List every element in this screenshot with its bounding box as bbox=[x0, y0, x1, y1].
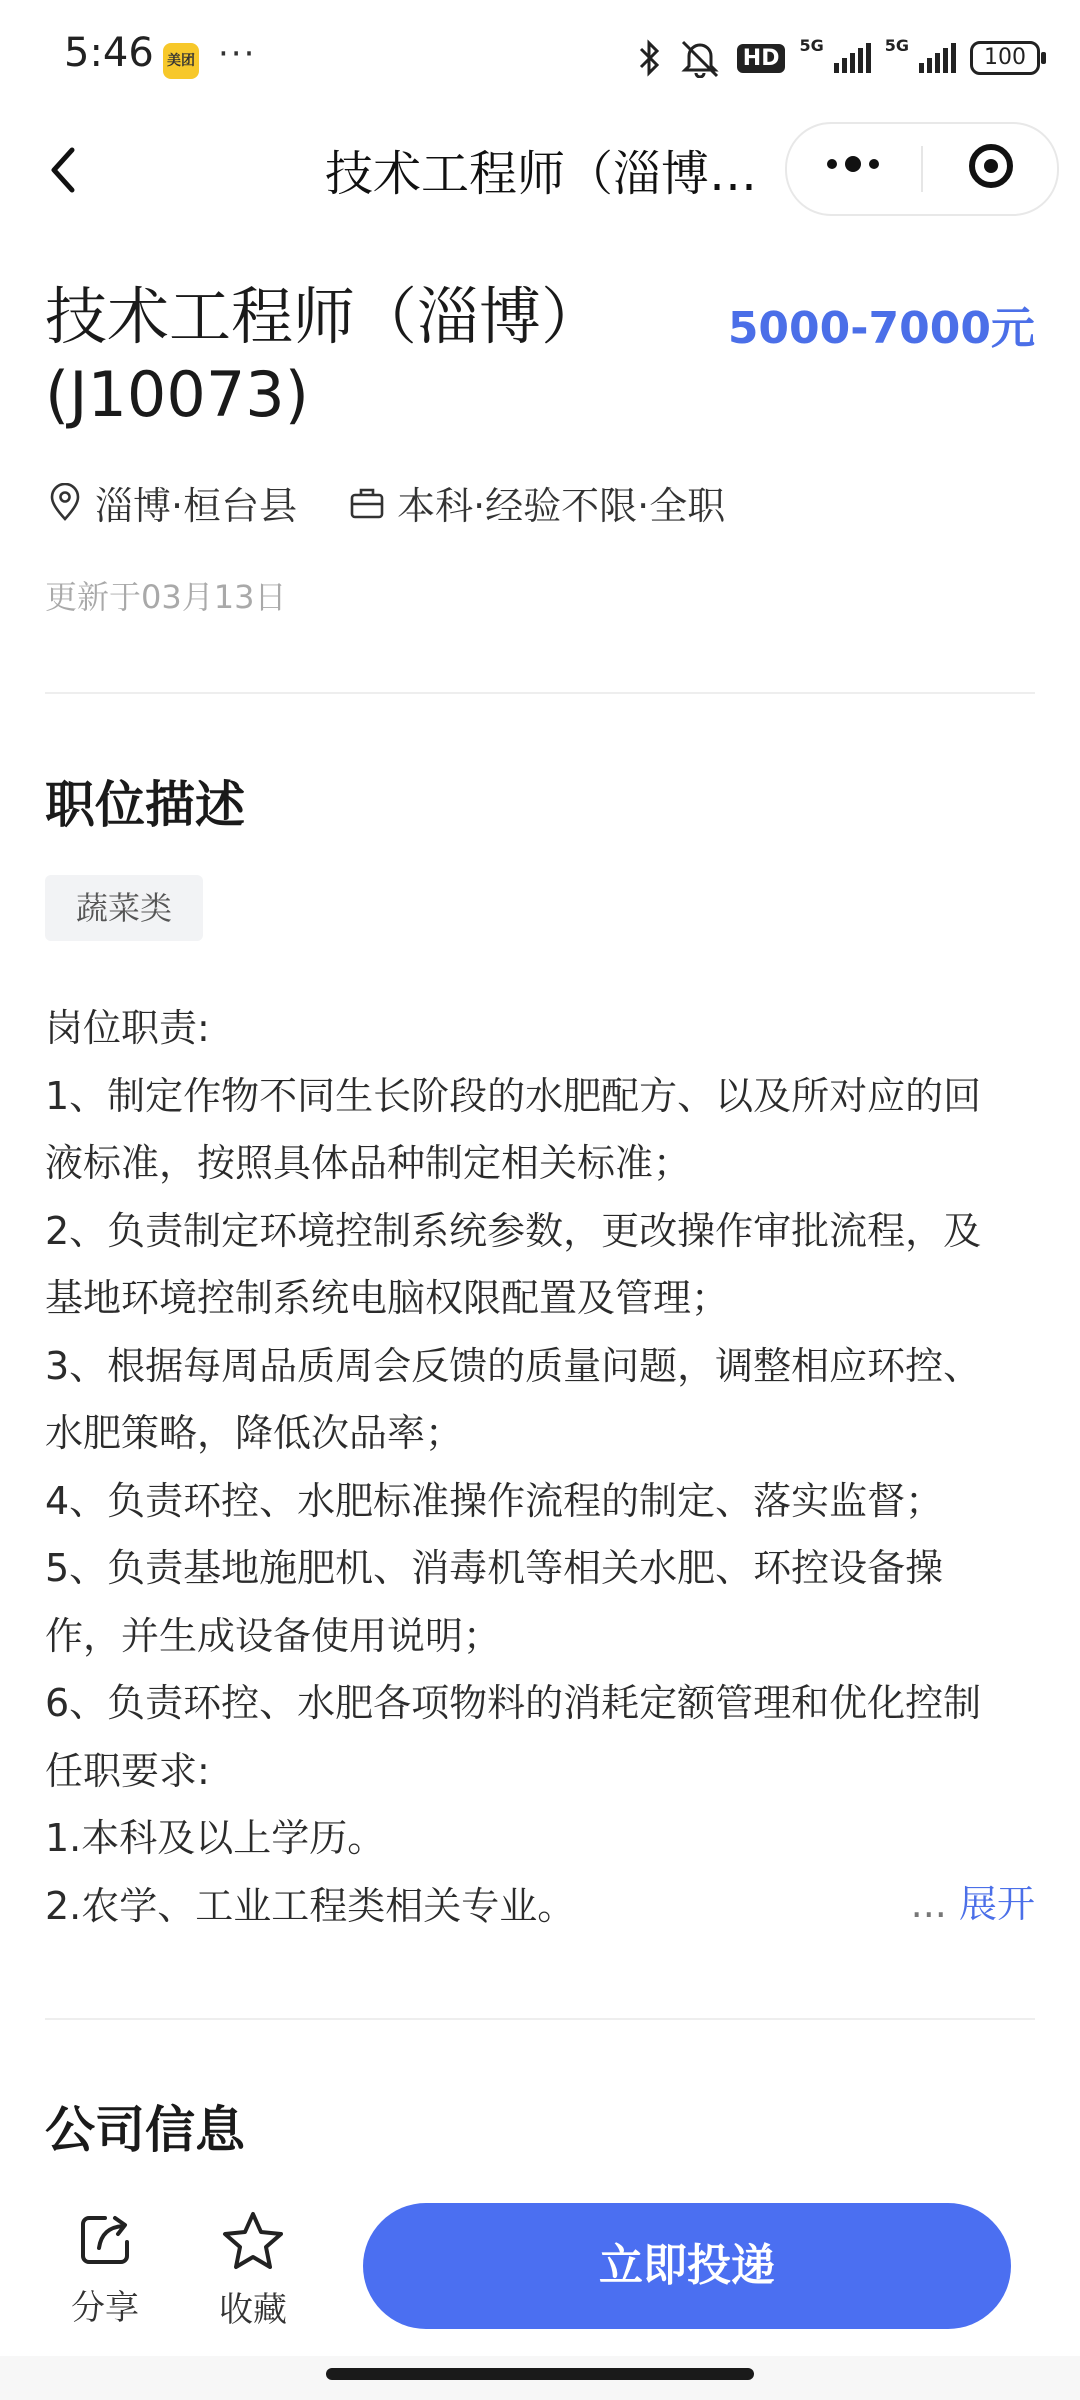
miniprogram-capsule bbox=[785, 122, 1059, 216]
job-title: 技术工程师（淄博）(J10073) bbox=[45, 280, 604, 431]
back-icon[interactable] bbox=[40, 140, 100, 200]
desc-line: 2、负责制定环境控制系统参数，更改操作审批流程，及 bbox=[45, 1208, 982, 1253]
expand-button[interactable] bbox=[911, 1873, 1035, 1928]
job-meta bbox=[45, 475, 725, 530]
battery-icon: 100 bbox=[970, 41, 1040, 75]
desc-line: 1、制定作物不同生长阶段的水肥配方、以及所对应的回 bbox=[45, 1073, 982, 1118]
favorite-label: 收藏 bbox=[219, 2290, 287, 2330]
desc-line: 2.农学、工业工程类相关专业。 bbox=[45, 1883, 576, 1928]
meituan-app-icon: 美团 bbox=[163, 43, 199, 79]
desc-line: 4、负责环控、水肥标准操作流程的制定、落实监督； bbox=[45, 1478, 944, 1523]
target-icon[interactable] bbox=[969, 144, 1013, 188]
hd-badge: HD bbox=[737, 44, 786, 73]
briefcase-icon bbox=[347, 483, 387, 523]
desc-line: 3、根据每周品质周会反馈的质量问题，调整相应环控、 bbox=[45, 1343, 982, 1388]
more-icon[interactable] bbox=[827, 156, 879, 172]
share-label: 分享 bbox=[71, 2288, 139, 2328]
network-label-2: 5G bbox=[884, 36, 909, 55]
desc-line: 水肥策略，降低次品率； bbox=[45, 1411, 464, 1455]
home-indicator[interactable] bbox=[326, 2368, 754, 2380]
mute-bell-icon bbox=[677, 38, 723, 78]
bluetooth-icon bbox=[637, 39, 663, 77]
nav-title: 技术工程师（淄博… bbox=[325, 146, 758, 202]
desc-line: 1.本科及以上学历。 bbox=[45, 1816, 386, 1860]
salary: 5000-7000元 bbox=[727, 303, 1035, 354]
network-label-1: 5G bbox=[799, 36, 824, 55]
desc-line: 作，并生成设备使用说明； bbox=[45, 1613, 502, 1658]
divider bbox=[45, 692, 1035, 694]
desc-line: 液标准，按照具体品种制定相关标准； bbox=[45, 1141, 692, 1185]
updated-date: 更新于03月13日 bbox=[45, 578, 287, 616]
status-icons bbox=[637, 38, 1040, 78]
desc-line: 基地环境控制系统电脑权限配置及管理； bbox=[45, 1276, 730, 1320]
status-more-dots: ··· bbox=[218, 34, 257, 74]
signal-icon-1 bbox=[834, 43, 871, 73]
job-description bbox=[45, 995, 1040, 1940]
section-title-description: 职位描述 bbox=[45, 776, 245, 834]
share-button[interactable] bbox=[70, 2210, 140, 2329]
share-icon bbox=[75, 2210, 135, 2270]
section-title-company: 公司信息 bbox=[45, 2101, 245, 2159]
job-requirements: 本科·经验不限·全职 bbox=[397, 484, 726, 528]
star-icon bbox=[221, 2210, 285, 2272]
expand-label[interactable]: 展开 bbox=[958, 1882, 1035, 1926]
desc-line: 5、负责基地施肥机、消毒机等相关水肥、环控设备操 bbox=[45, 1546, 944, 1590]
desc-line: 任职要求: bbox=[45, 1748, 210, 1793]
divider bbox=[45, 2018, 1035, 2020]
category-tag: 蔬菜类 bbox=[45, 875, 203, 941]
job-location: 淄博·桓台县 bbox=[95, 484, 298, 528]
desc-line: 6、负责环控、水肥各项物料的消耗定额管理和优化控制 bbox=[45, 1681, 982, 1725]
location-pin-icon bbox=[45, 483, 85, 523]
status-time: 5:46 bbox=[64, 30, 154, 76]
capsule-divider bbox=[921, 146, 923, 192]
favorite-button[interactable] bbox=[218, 2210, 288, 2331]
status-bar bbox=[0, 0, 1080, 120]
apply-button[interactable]: 立即投递 bbox=[363, 2203, 1011, 2329]
expand-ellipsis: ... bbox=[910, 1882, 947, 1926]
signal-icon-2 bbox=[919, 43, 956, 73]
desc-line: 岗位职责: bbox=[45, 1006, 210, 1050]
